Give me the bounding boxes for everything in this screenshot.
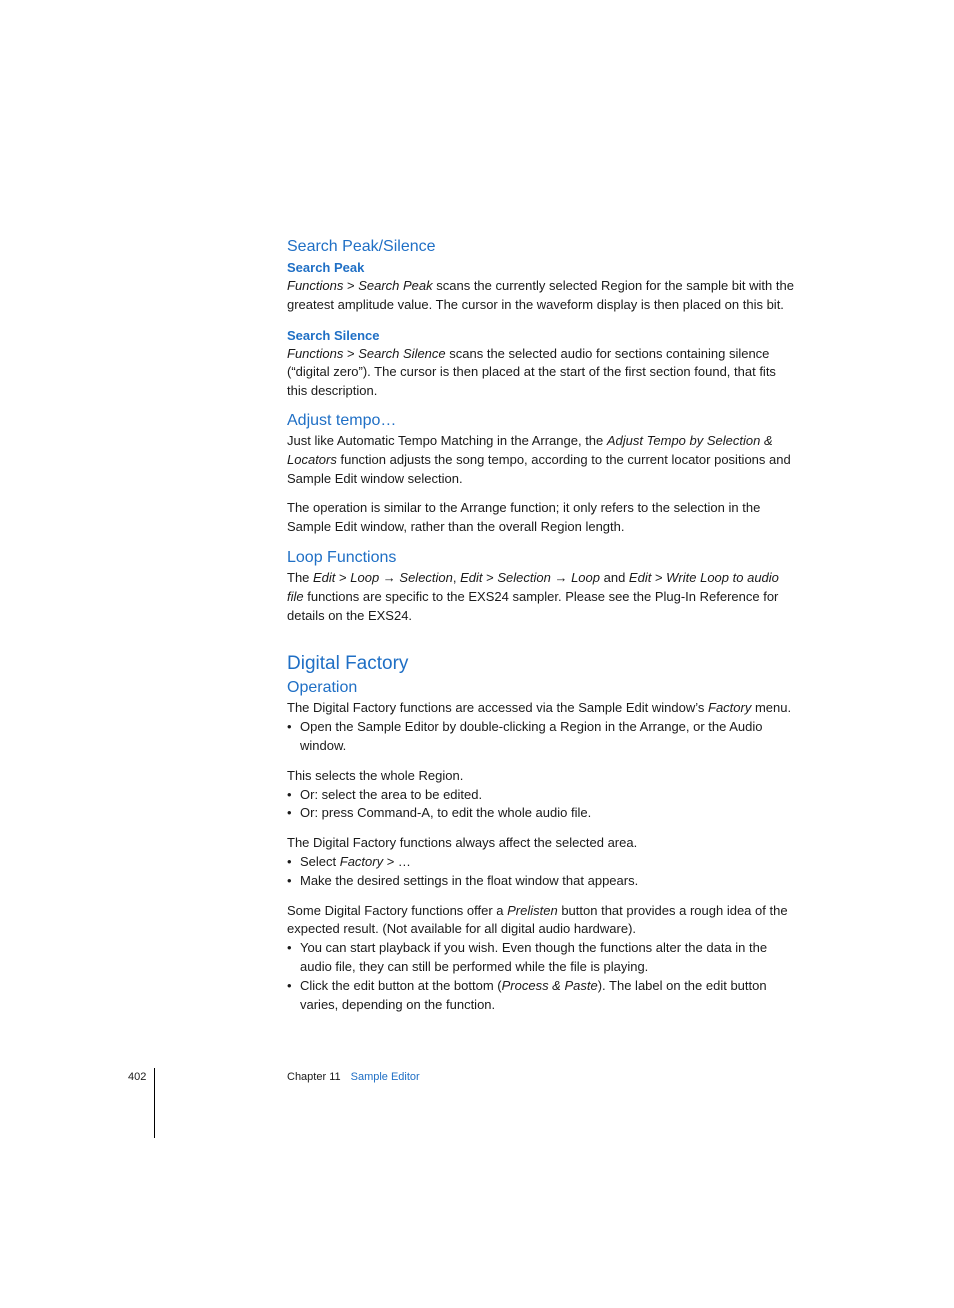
paragraph-loop-functions: The Edit > Loop → Selection, Edit > Selection → Loop and Edit > Write Loop to audio file functions are specific to the EXS24 sampler. Please see the Plug-In Reference for details on the EXS24. — [287, 569, 779, 623]
heading-adjust-tempo: Adjust tempo… — [287, 411, 397, 429]
paragraph-selects-region: This selects the whole Region. — [287, 767, 464, 783]
list-select-options — [287, 786, 797, 824]
list-item: • Open the Sample Editor by double-clicking a Region in the Arrange, or the Audio window. — [287, 718, 797, 756]
list-item: • Select Factory > … — [287, 853, 797, 872]
heading-search-peak-silence: Search Peak/Silence — [287, 238, 436, 255]
list-factory-steps — [287, 853, 797, 891]
page-number: 402 — [128, 1071, 147, 1083]
paragraph-adjust-tempo-2: The operation is similar to the Arrange function; it only refers to the selection in the Sample Edit window, rather than the overall Region length. — [287, 500, 761, 535]
paragraph-affect-selected: The Digital Factory functions always affect the selected area. — [287, 835, 638, 851]
list-item: • You can start playback if you wish. Even though the functions alter the data in the audio file, they can still be performed while the file is playing. — [287, 939, 797, 977]
chapter-number: Chapter 11 — [287, 1071, 341, 1083]
list-item: • Make the desired settings in the float window that appears. — [287, 872, 797, 891]
heading-search-silence: Search Silence — [287, 327, 380, 343]
paragraph-search-peak: Functions > Search Peak scans the currently selected Region for the sample bit with the greatest amplitude value. The cursor in the waveform display is then placed on this bit. — [287, 278, 794, 312]
list-item: • Click the edit button at the bottom (Process & Paste). The label on the edit button varies, depending on the function. — [287, 977, 797, 1015]
paragraph-prelisten: Some Digital Factory functions offer a Prelisten button that provides a rough idea of the expected result. (Not available for all digital audio hardware). — [287, 902, 788, 937]
list-item: • Or: press Command-A, to edit the whole audio file. — [287, 804, 797, 823]
paragraph-search-silence: Functions > Search Silence scans the selected audio for sections containing silence (“digital zero”). The cursor is then placed at the start of the first section found, that fits this description. — [287, 345, 776, 399]
footer-divider — [154, 1068, 155, 1138]
heading-operation: Operation — [287, 679, 358, 697]
list-open-editor — [287, 718, 797, 756]
heading-digital-factory: Digital Factory — [287, 653, 409, 675]
footer-chapter — [287, 1070, 420, 1084]
heading-loop-functions: Loop Functions — [287, 548, 397, 566]
heading-search-peak: Search Peak — [287, 260, 365, 275]
paragraph-digital-factory-intro: The Digital Factory functions are accessed via the Sample Edit window’s Factory menu. — [287, 700, 792, 716]
chapter-title: Sample Editor — [350, 1071, 420, 1083]
page-content — [287, 236, 797, 1014]
list-playback-steps — [287, 939, 797, 1014]
paragraph-adjust-tempo-1: Just like Automatic Tempo Matching in the Arrange, the Adjust Tempo by Selection & Locators function adjusts the song tempo, according to the current locator positions and Sample Edit window selection. — [287, 432, 791, 486]
list-item: • Or: select the area to be edited. — [287, 786, 797, 805]
